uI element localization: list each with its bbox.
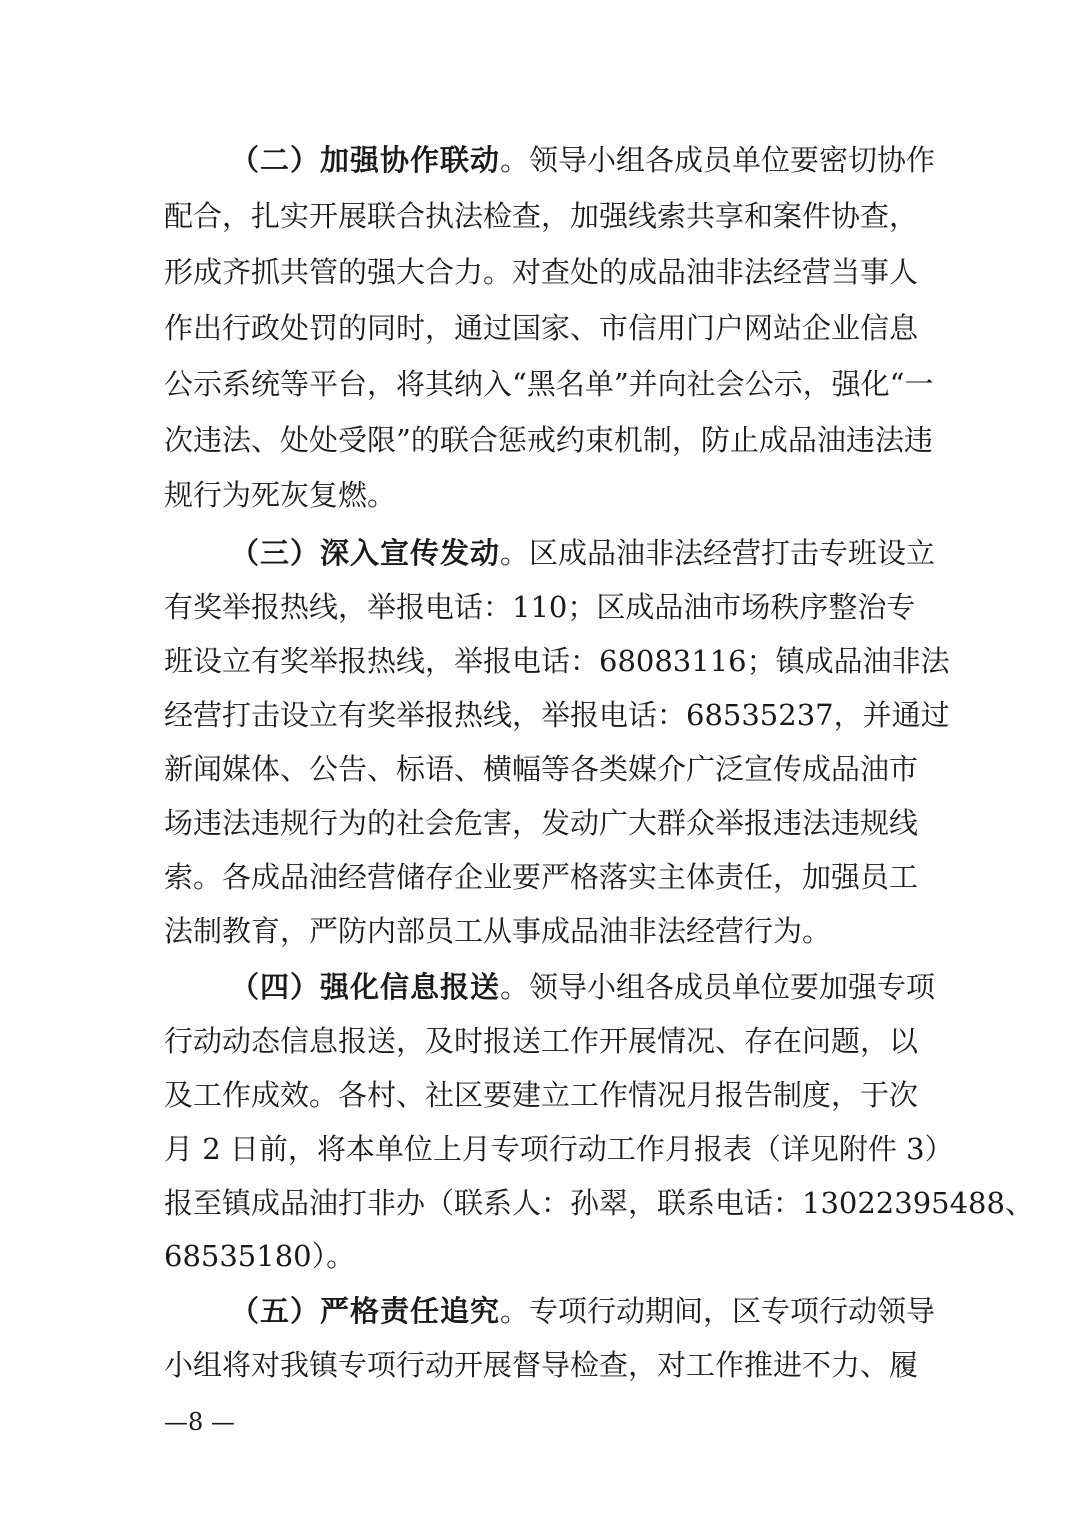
paragraph-line: 月 2 日前，将本单位上月专项行动工作月报表（详见附件 3）: [164, 1132, 954, 1166]
paragraph-line: 68535180）。: [164, 1239, 356, 1273]
paragraph-line: 经营打击设立有奖举报热线，举报电话：68535237，并通过: [164, 698, 950, 732]
paragraph-line: 索。各成品油经营储存企业要严格落实主体责任，加强员工: [164, 860, 919, 894]
paragraph-text: 。领导小组各成员单位要密切协作: [500, 143, 936, 177]
section-heading: （二）加强协作联动: [230, 143, 501, 177]
paragraph-line: [230, 140, 936, 180]
paragraph-line: 及工作成效。各村、社区要建立工作情况月报告制度，于次: [164, 1078, 919, 1112]
paragraph-line: [230, 533, 936, 573]
paragraph-text: 。领导小组各成员单位要加强专项: [500, 970, 936, 1004]
paragraph-line: 行动动态信息报送，及时报送工作开展情况、存在问题，以: [164, 1024, 919, 1058]
paragraph-line: 法制教育，严防内部员工从事成品油非法经营行为。: [164, 914, 832, 948]
paragraph-text: 。专项行动期间，区专项行动领导: [500, 1294, 936, 1328]
paragraph-line: 场违法违规行为的社会危害，发动广大群众举报违法违规线: [164, 806, 919, 840]
paragraph-line: 次违法、处处受限”的联合惩戒约束机制，防止成品油违法违: [164, 423, 933, 457]
page-number: —8 —: [164, 1408, 235, 1436]
section-heading: （五）严格责任追究: [230, 1294, 501, 1328]
section-heading: （四）强化信息报送: [230, 970, 501, 1004]
paragraph-line: 配合，扎实开展联合执法检查，加强线索共享和案件协查，: [164, 199, 919, 233]
paragraph-text: 。区成品油非法经营打击专班设立: [500, 536, 936, 570]
paragraph-line: 报至镇成品油打非办（联系人：孙翠，联系电话：13022395488、: [164, 1186, 1034, 1220]
paragraph-line: 形成齐抓共管的强大合力。对查处的成品油非法经营当事人: [164, 255, 919, 289]
paragraph-line: [230, 1291, 936, 1331]
paragraph-line: 班设立有奖举报热线，举报电话：68083116；镇成品油非法: [164, 644, 950, 678]
paragraph-line: 作出行政处罚的同时，通过国家、市信用门户网站企业信息: [164, 311, 919, 345]
paragraph-line: 有奖举报热线，举报电话：110；区成品油市场秩序整治专: [164, 590, 916, 624]
paragraph-line: 公示系统等平台，将其纳入“黑名单”并向社会公示，强化“一: [164, 367, 934, 401]
section-heading: （三）深入宣传发动: [230, 536, 501, 570]
paragraph-line: 规行为死灰复燃。: [164, 478, 397, 512]
paragraph-line: [230, 967, 936, 1007]
paragraph-line: 新闻媒体、公告、标语、横幅等各类媒介广泛宣传成品油市: [164, 752, 919, 786]
paragraph-line: 小组将对我镇专项行动开展督导检查，对工作推进不力、履: [164, 1348, 919, 1382]
